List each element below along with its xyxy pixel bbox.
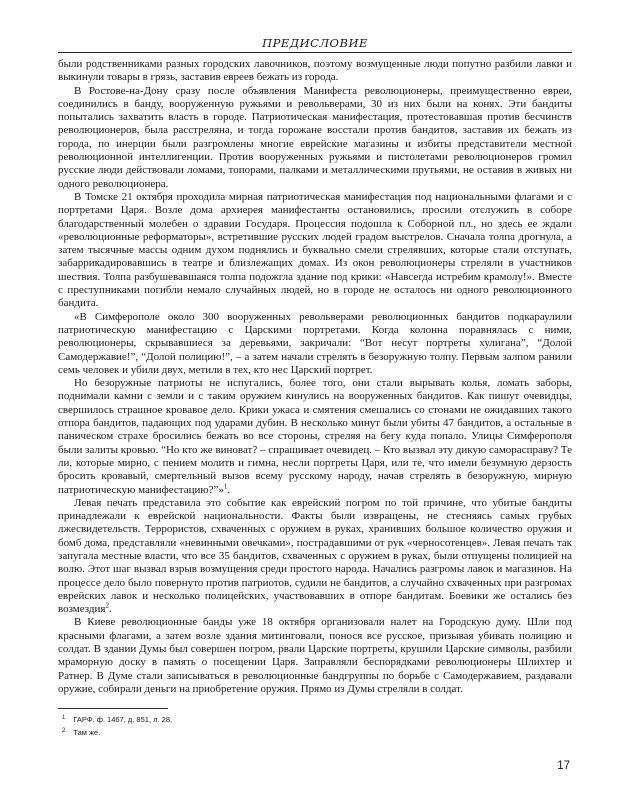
main-text <box>58 58 572 696</box>
footnote-2-text: Там же. <box>73 728 101 737</box>
footnote-2 <box>62 726 172 739</box>
footnote-rule <box>58 708 168 709</box>
footnote-ref-1: 1 <box>223 481 228 490</box>
paragraph-6-text: Левая печать представила это событие как еврейский погром по той причине, что убитые бандиты принадлежали к еврейской национальности. Факты были извращены, не стесняясь самых грубых лжесвидетельств. Террористов, схваченных с оружием в руках, хранивших большое количество оружия и бомб дома, представляли «невинными овечками», пострадавшими от рук «черносотенцев». Левая печать так запугала местные власти, что все 35 бандитов, схваченных с оружием в руках, были отпущены полицией на волю. Этот шаг вызвал взрыв возмущения среди простого народа. Начались разгромы лавок и магазинов. На процессе дело было повернуто против патриотов, судили не бандитов, а случайно схваченных при разгромах еврейских лавок и несколько полицейских, участвовавших в отпоре бандитам. Боевики же остались без возмездия <box>58 496 572 616</box>
running-header: ПРЕДИСЛОВИЕ <box>262 36 368 50</box>
paragraph-1: были родственниками разных городских лавочников, поэтому возмущенные люди попутно разбили лавки и выкинули товары в грязь, заставив евреев бежать из города. <box>58 58 572 84</box>
footnotes <box>62 713 172 739</box>
paragraph-4: «В Симферополе около 300 вооруженных револьверами революционных бандитов подкараулили патриотическую манифестацию с Царскими портретами. Когда колонна поравнялась с ними, революционеры, скрывавшиеся за деревьями, закричали: “Вот несут портреты хулигана”, “Долой Самодержавие!”, “Долой полицию!”, – а затем начали стрелять в безоружную толпу. Первым залпом ранили семь человек и убили двух, метили в тех, кто нес Царский портрет. <box>58 310 572 376</box>
footnote-1 <box>62 713 172 726</box>
page-number: 17 <box>557 760 570 772</box>
footnote-ref-2: 2 <box>105 601 109 610</box>
paragraph-7: В Киеве революционные банды уже 18 октября организовали налет на Городскую думу. Шли под красными флагами, а затем возле здания митинговали, понося все русское, призывая убивать полицию и солдат. В здании Думы был совершен погром, рвали Царские портреты, крушили Царские символы, разбили мраморную доску в память о посещении Царя. Заправляли беспорядками революционеры Шлихтер и Ратнер. В Думе стали записываться в революционные бандгруппы по борьбе с Самодержавием, раздавали оружие, собирали деньги на приобретение оружия. Прямо из Думы стреляли в солдат. <box>58 616 572 695</box>
paragraph-5: Но безоружные патриоты не испугались, более того, они стали вырывать колья, ломать заборы, поднимали камни с земли и с таким оружием кинулись на вооруженных бандитов. Как пишут очевидцы, свершилось страшное кровавое дело. Крики ужаса и смятения смешались со стонами не ожидавших такого отпора бандитов, падающих под ударами дубин. В несколько минут были убиты 47 бандитов, а остальные в паническом страхе бросились бежать во все стороны, стреляя на бегу куда попало. Улицы Симферополя были залиты кровью. “Но кто же виноват? – спрашивает очевидец. – Кто вызвал эту дикую саморасправу? Те ли, которые мирно, с пением молитв и гимна, несли портреты Царя, или те, что имели безумную дерзость бросить кровавый, смертельный вызов всему русскому народу, начав стрелять в безоружную, мирную патриотическую манифестацию?”»$^1$. <box>58 377 572 496</box>
header-rule <box>58 52 572 53</box>
paragraph-6: Левая печать представила это событие как еврейский погром по той причине, что убитые бандиты принадлежали к еврейской национальности. Факты были извращены, не стесняясь самых грубых лжесвидетельств. Террористов, схваченных с оружием в руках, хранивших большое количество оружия и бомб дома, представляли «невинными овечками», пострадавшими от рук «черносотенцев». Левая печать так запугала местные власти, что все 35 бандитов, схваченных с оружием в руках, были отпущены полицией на волю. Этот шаг вызвал взрыв возмущения среди простого народа. Начались разгромы лавок и магазинов. На процессе дело было повернуто против патриотов, судили не бандитов, а случайно схваченных при разгромах еврейских лавок и несколько полицейских, участвовавших в отпоре бандитам. Боевики же остались без возмездия$^2$. <box>58 496 572 616</box>
footnote-2-mark: 2 <box>62 727 66 734</box>
paragraph-2: В Ростове-на-Дону сразу после объявления Манифеста революционеры, преимущественно евреи, соединились в банду, вооруженную ружьями и револьверами, 30 из них были на конях. Эти бандиты попытались захватить власть в городе. Патриотическая манифестация, протестовавшая против бесчинств революционеров, была расстреляна, и тогда горожане восстали против бандитов, заставив их бежать из города, по инерции были разгромлены многие еврейские магазины и избиты представители местной революционной интеллигенции. Против вооруженных ружьями и пистолетами революционеров громил русские люди действовали ломами, топорами, палками и металлическими прутьями, не оставив в живых ни одного революционера. <box>58 84 572 190</box>
footnote-1-mark: 1 <box>62 714 66 721</box>
paragraph-5-text: Но безоружные патриоты не испугались, более того, они стали вырывать колья, ломать заборы, поднимали камни с земли и с таким оружием кинулись на вооруженных бандитов. Как пишут очевидцы, свершилось страшное кровавое дело. Крики ужаса и смятения смешались со стонами не ожидавших такого отпора бандитов, падающих под ударами дубин. В несколько минут были убиты 47 бандитов, а остальные в паническом страхе бросились бежать во все стороны, стреляя на бегу куда попало. Улицы Симферополя были залиты кровью. “Но кто же виноват? – спрашивает очевидец. – Кто вызвал эту дикую саморасправу? Те ли, которые мирно, с пением молитв и гимна, несли портреты Царя, или те, что имели безумную дерзость бросить кровавый, смертельный вызов всему русскому народу, начав стрелять в безоружную, мирную патриотическую манифестацию?”» <box>58 377 572 496</box>
paragraph-3: В Томске 21 октября проходила мирная патриотическая манифестация под национальными флагами и с портретами Царя. Возле дома архиерея манифестанты остановились, просили отслужить в соборе благодарственный молебен о здравии Государя. Процессия подошла к Соборной пл., но здесь ее ждали «революционные реформаторы», встретившие русских людей градом выстрелов. Сначала толпа дрогнула, а затем тысячные массы одним духом поднялись и буквально смели стрелявших, которые стали отступать, забаррикадировавшись в театре и близлежащих домах. Из окон революционеры стреляли в участников шествия. Толпа разбушевавшаяся толпа подожгла здание под крики: «Навсегда истребим крамолу!». Вместе с преступниками погибли немало случайных людей, но в городе не осталось ни одного революционного бандита. <box>58 190 572 310</box>
footnote-1-text: ГАРФ. ф. 1467, д. 851, л. 28. <box>73 715 173 724</box>
